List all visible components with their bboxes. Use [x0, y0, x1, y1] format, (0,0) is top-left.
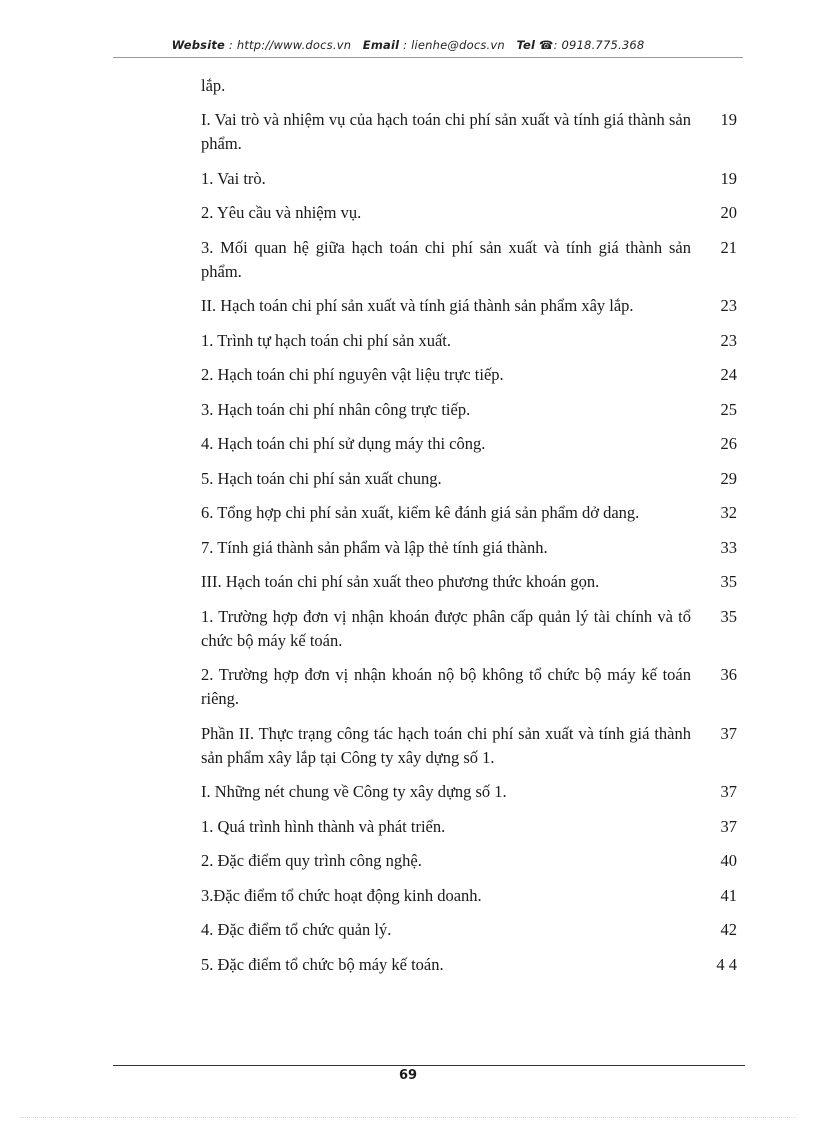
website-value: : http://www.docs.vn: [228, 38, 352, 52]
toc-entry-title: 2. Đặc điểm quy trình công nghệ.: [201, 851, 422, 870]
toc-entry: [201, 780, 737, 804]
toc-entry-page: 37: [720, 782, 737, 801]
toc-entry: [201, 570, 737, 594]
toc-entry: [201, 329, 737, 353]
toc-entry-page: 37: [720, 723, 737, 743]
email-label: Email: [362, 38, 400, 52]
toc-entry-title: 3. Hạch toán chi phí nhân công trực tiếp.: [201, 399, 471, 419]
toc-entry: [201, 536, 737, 560]
toc-entry: [201, 108, 737, 156]
toc-entry-title: 1. Quá trình hình thành và phát triển.: [201, 816, 446, 836]
toc-entry: [201, 918, 737, 942]
toc-entry: [201, 605, 737, 653]
toc-entry-title: 2. Yêu cầu và nhiệm vụ.: [201, 203, 362, 222]
tel-label: Tel: [516, 38, 536, 52]
page-header: [0, 38, 816, 52]
toc-continuation: lắp.: [201, 76, 226, 95]
toc-entry-page: 24: [720, 365, 737, 384]
toc-entry-page: 21: [720, 237, 737, 257]
toc-entry-page: 23: [720, 330, 737, 350]
toc-entry: [201, 236, 737, 284]
toc-entry: [201, 398, 737, 422]
toc-entry: [201, 432, 737, 456]
toc-entry-title: 1. Trường hợp đơn vị nhận khoán được phân cấp quản lý tài chính và tổ chức bộ máy kế toán.: [201, 606, 691, 650]
toc-entry-title: 4. Đặc điểm tổ chức quản lý.: [201, 920, 392, 939]
toc-entry-title: I. Những nét chung về Công ty xây dựng số 1.: [201, 782, 507, 801]
toc-entry-title: 5. Hạch toán chi phí sản xuất chung.: [201, 468, 442, 488]
toc-entry: [201, 663, 737, 711]
toc-entry: [201, 722, 737, 770]
toc-entry-page: 19: [720, 110, 737, 129]
toc-entry-title: 4. Hạch toán chi phí sử dụng máy thi công.: [201, 434, 486, 453]
toc-entry: [201, 167, 737, 191]
toc-entry-page: 19: [720, 168, 737, 188]
toc-continuation-row: [201, 74, 737, 98]
email-value: : lienhe@docs.vn: [403, 38, 505, 52]
page-number: 69: [398, 1068, 418, 1083]
toc-entry-page: 32: [720, 503, 737, 522]
toc-entry-page: 33: [720, 537, 737, 557]
toc-entry: [201, 467, 737, 491]
toc-entry-title: III. Hạch toán chi phí sản xuất theo phương thức khoán gọn.: [201, 572, 600, 591]
toc-entry-title: II. Hạch toán chi phí sản xuất và tính giá thành sản phẩm xây lắp.: [201, 296, 634, 315]
toc-entry-page: 36: [720, 665, 737, 684]
toc-entry: [201, 849, 737, 873]
toc-entry-title: 2. Trường hợp đơn vị nhận khoán nộ bộ không tổ chức bộ máy kế toán riêng.: [201, 665, 691, 708]
footer-divider: [113, 1065, 745, 1066]
website-label: Website: [171, 38, 226, 52]
toc-entry-page: 26: [720, 434, 737, 453]
toc-entry-page: 41: [720, 885, 737, 905]
toc-entry-page: 25: [720, 399, 737, 419]
toc-entry: [201, 294, 737, 318]
toc-entry: [201, 363, 737, 387]
toc-entry-title: 7. Tính giá thành sản phẩm và lập thẻ tính giá thành.: [201, 537, 548, 557]
toc-entry-title: Phần II. Thực trạng công tác hạch toán chi phí sản xuất và tính giá thành sản phẩm xây lắp tại Công ty xây dựng số 1.: [201, 723, 691, 767]
toc-entry-page: 37: [720, 816, 737, 836]
toc-entry-page: 35: [720, 572, 737, 591]
toc-entry-page: 20: [720, 203, 737, 222]
toc-entry-title: 2. Hạch toán chi phí nguyên vật liệu trực tiếp.: [201, 365, 504, 384]
header-divider: [113, 57, 743, 58]
toc-entries: [201, 108, 737, 977]
toc-entry-page: 42: [720, 920, 737, 939]
toc-entry-title: 3. Mối quan hệ giữa hạch toán chi phí sản xuất và tính giá thành sản phẩm.: [201, 237, 691, 281]
toc-entry-title: 6. Tổng hợp chi phí sản xuất, kiểm kê đánh giá sản phẩm dở dang.: [201, 503, 640, 522]
toc-entry: [201, 953, 737, 977]
toc-entry-title: 1. Vai trò.: [201, 168, 266, 188]
phone-icon: ☎: [539, 38, 554, 52]
tel-value: : 0918.775.368: [553, 38, 645, 52]
toc-entry: [201, 884, 737, 908]
toc-entry-title: 3.Đặc điểm tổ chức hoạt động kinh doanh.: [201, 885, 482, 905]
toc-entry: [201, 815, 737, 839]
toc-entry-title: 1. Trình tự hạch toán chi phí sản xuất.: [201, 330, 452, 350]
toc-entry: [201, 501, 737, 525]
toc-entry: [201, 201, 737, 225]
toc-entry-page: 29: [720, 468, 737, 488]
toc-entry-page: 4 4: [716, 954, 737, 974]
page-bottom-border: [20, 1117, 796, 1118]
toc-entry-title: 5. Đặc điểm tổ chức bộ máy kế toán.: [201, 954, 444, 974]
table-of-contents: [201, 74, 737, 987]
toc-entry-page: 23: [720, 296, 737, 315]
toc-entry-title: I. Vai trò và nhiệm vụ của hạch toán chi phí sản xuất và tính giá thành sản phẩm.: [201, 110, 691, 153]
toc-entry-page: 40: [720, 851, 737, 870]
toc-entry-page: 35: [720, 606, 737, 626]
